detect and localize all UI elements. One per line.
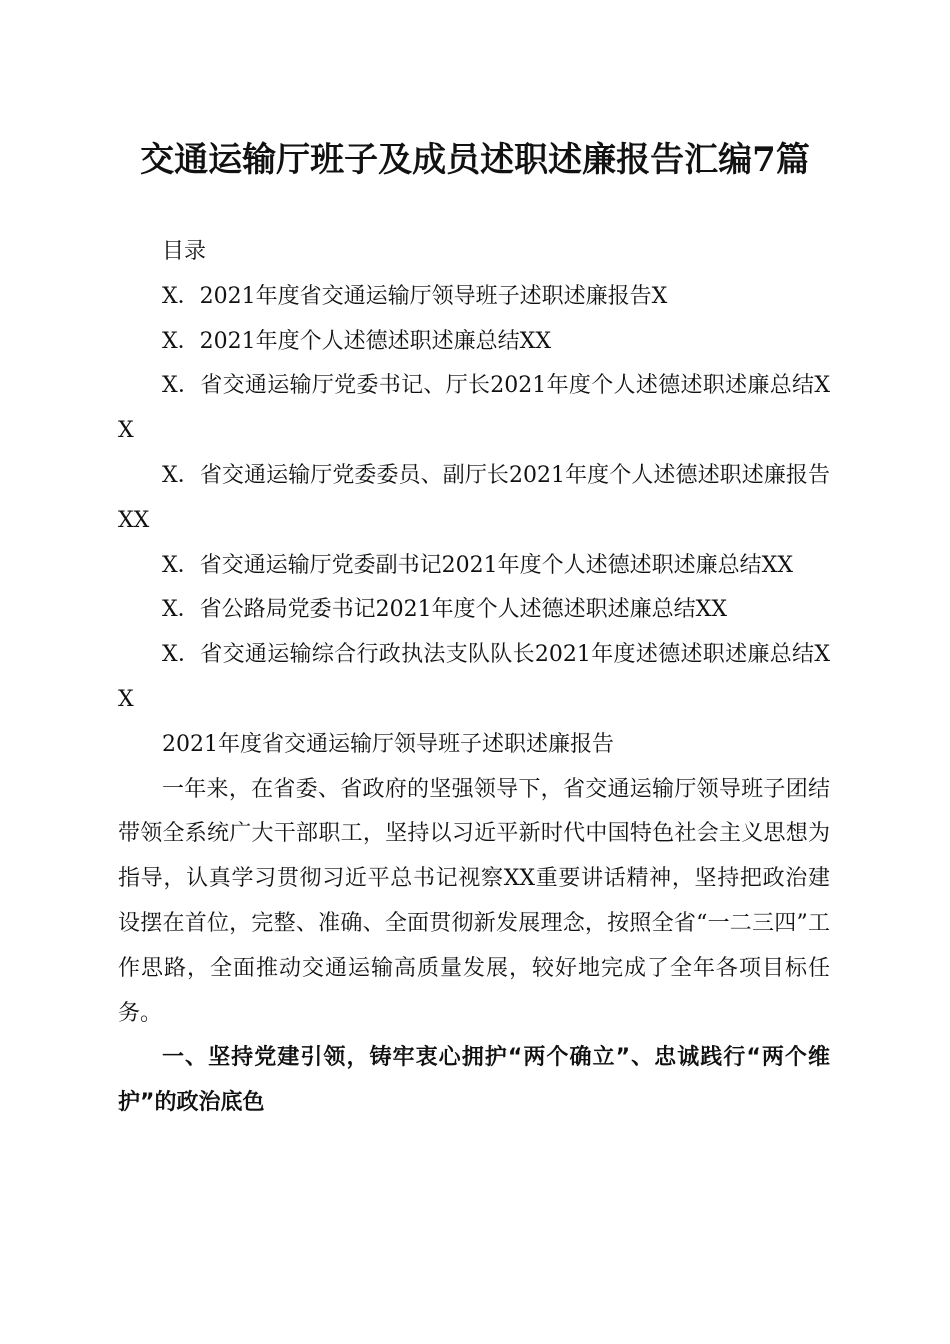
toc-item: X．省交通运输厅党委副书记2021年度个人述德述职述廉总结XX	[162, 552, 793, 578]
toc-item: X．2021年度省交通运输厅领导班子述职述廉报告X	[162, 283, 668, 309]
toc-item: X．省交通运输厅党委委员、副厅长2021年度个人述德述职述廉报告XX	[118, 462, 830, 533]
section-heading-1: 一、坚持党建引领，铸牢衷心拥护“两个确立”、忠诚践行“两个维护”的政治底色	[118, 1045, 830, 1116]
toc-item: X．2021年度个人述德述职述廉总结XX	[162, 328, 551, 354]
document-body	[118, 230, 830, 1126]
toc-item: X．省交通运输厅党委书记、厅长2021年度个人述德述职述廉总结XX	[118, 373, 830, 444]
toc-label: 目录	[162, 239, 207, 264]
toc-item: X．省公路局党委书记2021年度个人述德述职述廉总结XX	[162, 597, 727, 623]
intro-paragraph: 一年来，在省委、省政府的坚强领导下，省交通运输厅领导班子团结带领全系统广大干部职工，坚持以习近平新时代中国特色社会主义思想为指导，认真学习贯彻习近平总书记视察XX重要讲话精神，坚持把政治建设摆在首位，完整、准确、全面贯彻新发展理念，按照全省“一二三四”工作思路，全面推动交通运输高质量发展，较好地完成了全年各项目标任务。	[118, 776, 830, 1026]
toc-item: X．省交通运输综合行政执法支队队长2021年度述德述职述廉总结XX	[118, 642, 830, 712]
section-title: 2021年度省交通运输厅领导班子述职述廉报告	[162, 731, 614, 757]
document-title: 交通运输厅班子及成员述职述廉报告汇编7篇	[140, 140, 810, 180]
